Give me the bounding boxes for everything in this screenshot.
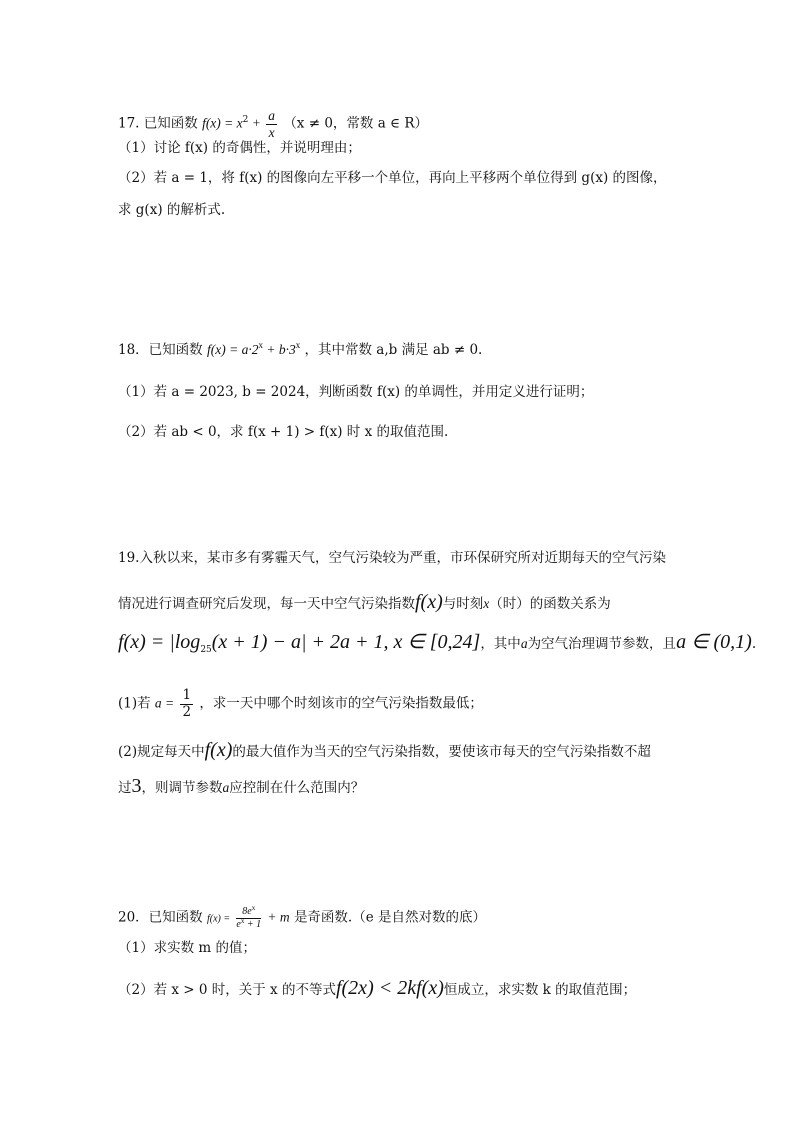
q19-part2-3: 3 xyxy=(131,775,142,797)
q19-part2-f: f(x) xyxy=(204,739,233,761)
q19-formula-range: a ∈ (0,1) xyxy=(676,631,752,653)
q18-func-mid: + b·3 xyxy=(262,342,296,357)
q20-plus-m: + m xyxy=(267,909,290,925)
q19-formula-avar: a xyxy=(520,636,528,651)
q19-formula-end: . xyxy=(751,636,757,652)
q19-part1-numerator: 1 xyxy=(182,687,192,703)
q18-func-exp2: x xyxy=(295,340,301,350)
q19-formula-a: f(x) = |log xyxy=(118,631,201,653)
q17-part2: （2）若 a = 1，将 f(x) 的图像向左平移一个单位，再向上平移两个单位得到 g(x) 的图像， xyxy=(118,170,667,186)
q18-stem-prefix: 18．已知函数 xyxy=(118,342,203,358)
q19-line2-b: 与时刻 xyxy=(442,596,484,612)
q19-formula-b: (x + 1) − a| + 2a + 1, x ∈ [0,24] xyxy=(211,631,481,653)
q18-stem xyxy=(118,340,483,358)
q19-line2-c: （时）的函数关系为 xyxy=(489,596,611,612)
q19-part1 xyxy=(118,688,483,720)
q20-fraction xyxy=(236,906,261,930)
q20-frac-denominator xyxy=(236,916,262,931)
q20-frac-den-b: + 1 xyxy=(244,918,262,930)
q20-part2-b: 恒成立，求实数 k 的取值范围； xyxy=(443,982,637,998)
q20-func-lhs: f(x) = xyxy=(206,913,231,925)
q19-formula-sub: 25 xyxy=(200,645,212,655)
q17-func-exponent: 2 xyxy=(242,114,249,125)
q20-frac-num-base: 8e xyxy=(242,906,252,917)
q19-formula-suffix: ，其中 xyxy=(480,636,521,652)
q20-frac-num-exp: x xyxy=(251,904,256,912)
q20-part1: （1）求实数 m 的值； xyxy=(118,940,256,956)
q19-part2-b: 的最大值作为当天的空气污染指数，要使该市每天的空气污染指数不超 xyxy=(232,744,651,760)
q19-line1: 19.入秋以来，某市多有雾霾天气，空气污染较为严重，市环保研究所对近期每天的空气污染 xyxy=(118,550,666,566)
q19-formula-suffix2: 为空气治理调节参数，且 xyxy=(527,636,677,652)
q19-part1-fraction xyxy=(180,688,193,720)
q17-fraction xyxy=(266,108,277,140)
q20-part2-ineq: f(2x) < 2kf(x) xyxy=(335,977,444,999)
q19-part2-a: (2)规定每天中 xyxy=(118,744,205,760)
q20-part2 xyxy=(118,978,636,998)
q17-part1: （1）讨论 f(x) 的奇偶性，并说明理由； xyxy=(118,140,361,156)
q19-line2 xyxy=(118,592,611,612)
q19-formula xyxy=(118,631,757,655)
q20-frac-den-exp: x xyxy=(240,916,245,925)
q18-func-exp1: x xyxy=(258,340,263,350)
q20-frac-den-base: e xyxy=(236,918,241,930)
q19-part1-suffix: ，求一天中哪个时刻该市的空气污染指数最低； xyxy=(199,695,483,712)
q19-line2-a: 情况进行调查研究后发现，每一天中空气污染指数 xyxy=(118,596,415,612)
q19-part2-avar: a xyxy=(222,780,230,795)
q18-func: f(x) = a·2 xyxy=(206,342,259,357)
q17-func-plus: + xyxy=(248,115,265,131)
q19-part2 xyxy=(118,740,651,760)
q20-stem xyxy=(118,906,486,930)
q17-frac-denominator: x xyxy=(268,124,275,140)
q19-part2-c: 过 xyxy=(118,780,132,796)
q17-part2-cont: 求 g(x) 的解析式. xyxy=(118,202,226,218)
q17-condition: （x ≠ 0，常数 a ∈ R） xyxy=(283,115,428,132)
q19-part2-cont xyxy=(118,776,364,796)
q18-part1: （1）若 a = 2023, b = 2024，判断函数 f(x) 的单调性，并用定义进行证明； xyxy=(118,384,594,400)
q17-func: f(x) = x xyxy=(202,115,243,131)
q19-part1-a: a = xyxy=(154,695,175,711)
q17-stem-prefix: 17. 已知函数 xyxy=(118,115,198,132)
q19-part1-denominator: 2 xyxy=(182,703,192,720)
q17-stem xyxy=(118,108,428,140)
q20-stem-suffix: 是奇函数.（e 是自然对数的底） xyxy=(293,909,487,926)
q19-part2-e: 应控制在什么范围内？ xyxy=(229,780,365,796)
q20-stem-prefix: 20．已知函数 xyxy=(118,909,203,926)
q19-part2-d: ，则调节参数 xyxy=(141,780,223,796)
q18-part2: （2）若 ab < 0，求 f(x + 1) > f(x) 时 x 的取值范围. xyxy=(118,424,449,440)
q18-stem-suffix: ，其中常数 a,b 满足 ab ≠ 0. xyxy=(304,342,483,358)
q19-line2-f: f(x) xyxy=(415,591,443,613)
q20-part2-a: （2）若 x > 0 时，关于 x 的不等式 xyxy=(118,982,336,998)
q19-part1-prefix: (1)若 xyxy=(118,695,151,712)
q19-line2-x: x xyxy=(483,596,490,611)
q17-frac-numerator: a xyxy=(268,108,276,123)
